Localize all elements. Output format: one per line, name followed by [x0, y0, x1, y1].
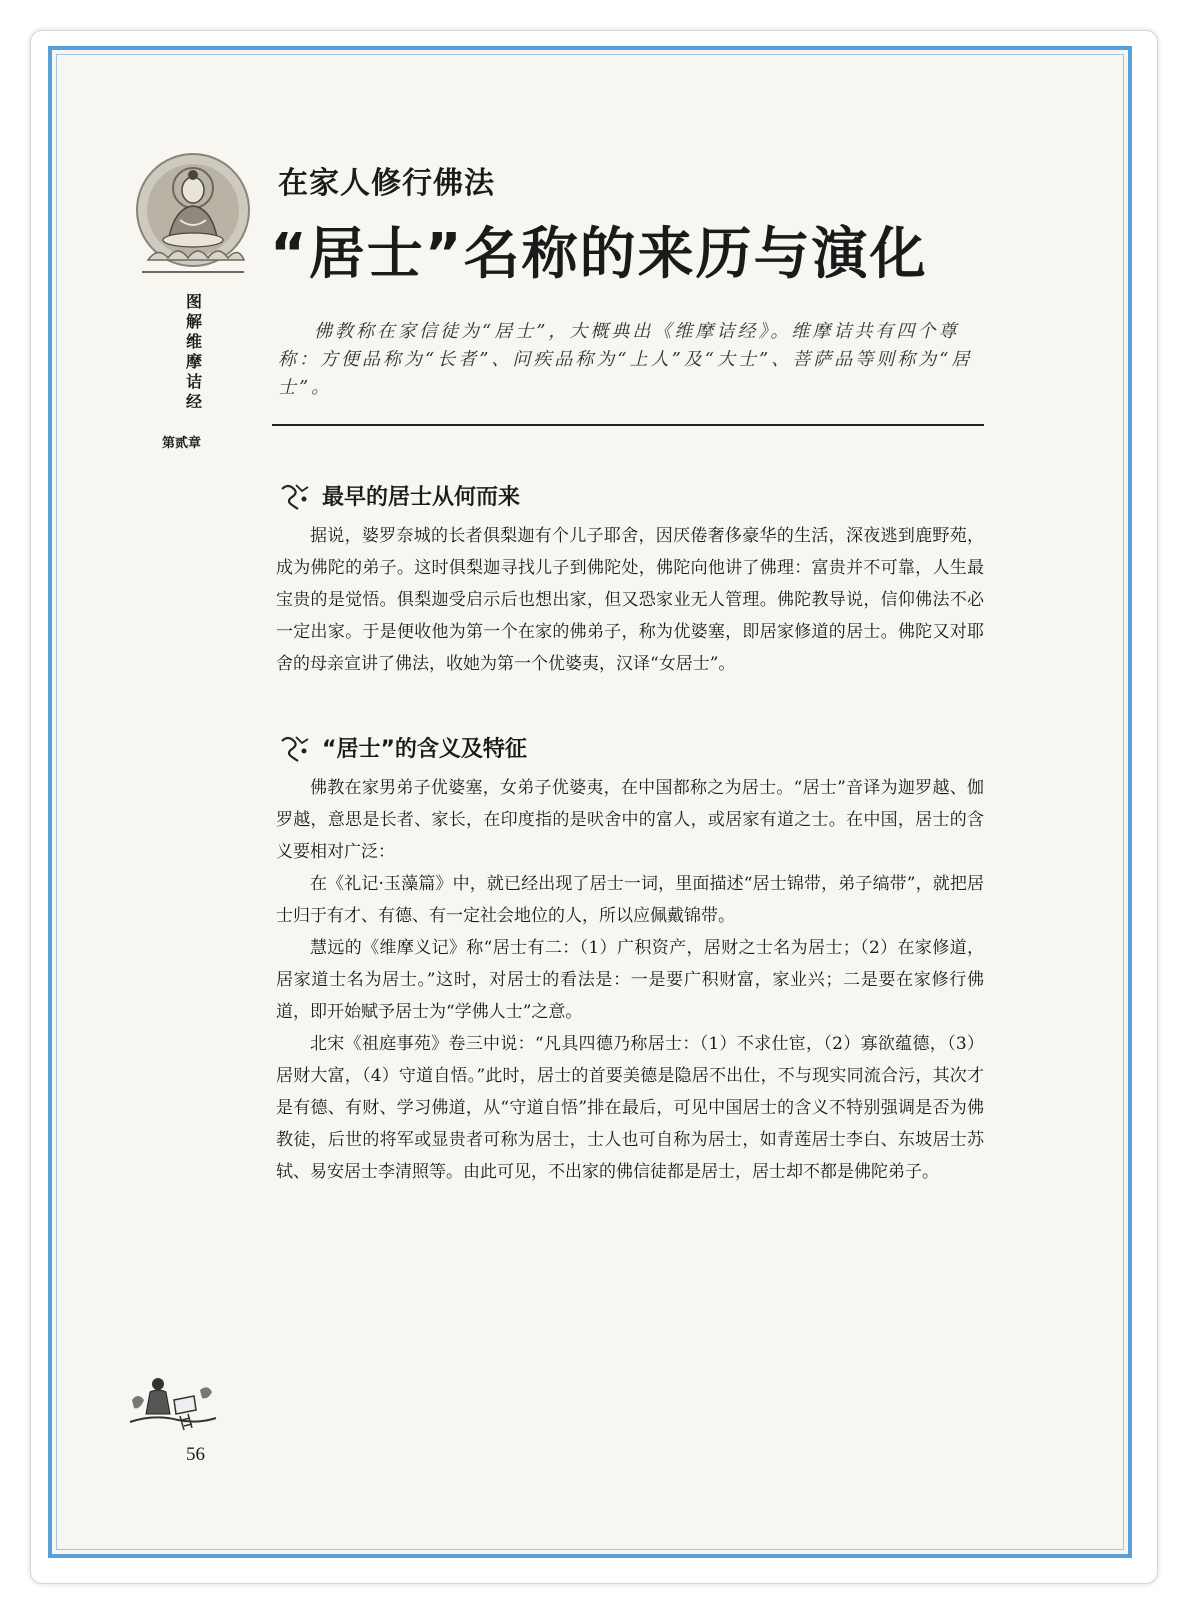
section-heading [278, 732, 527, 763]
lead-divider [272, 424, 984, 426]
body-paragraph: 佛教在家男弟子优婆塞，女弟子优婆夷，在中国都称之为居士。“居士”音译为迦罗越、伽罗越，意思是长者、家长，在印度指的是吠舍中的富人，或居家有道之士。在中国，居士的含义要相对广泛： [276, 778, 984, 862]
page-number: 56 [186, 1444, 205, 1465]
body-paragraph: 慧远的《维摩义记》称“居士有二：（1）广积资产，居财之士名为居士；（2）在家修道，居家道士名为居士。”这时，对居士的看法是：一是要广积财富，家业兴；二是要在家修行佛道，即开始赋予居士为“学佛人士”之意。 [276, 938, 984, 1022]
brush-mark-icon [278, 733, 312, 763]
section-heading-text: 最早的居士从何而来 [322, 485, 521, 510]
body-paragraph: 北宋《祖庭事苑》卷三中说：“凡具四德乃称居士：（1）不求仕宦，（2）寡欲蕴德，（3）居财大富，（4）守道自悟。”此时，居士的首要美德是隐居不出仕，不与现实同流合污，其次才是有德、有财、学习佛道，从“守道自悟”排在最后，可见中国居士的含义不特别强调是否为佛教徒，后世的将军或显贵者可称为居士，士人也可自称为居士，如青莲居士李白、东坡居士苏轼、易安居士李清照等。由此可见，不出家的佛信徒都是居士，居士却不都是佛陀弟子。 [276, 1034, 984, 1182]
section-heading-text: “居士”的含义及特征 [322, 737, 527, 762]
chapter-label: 第贰章 [162, 436, 202, 451]
section-body [276, 772, 984, 1188]
buddha-emblem-icon [134, 150, 252, 280]
section-body [276, 520, 984, 680]
section-heading [278, 480, 520, 511]
scholar-illustration-icon [124, 1370, 220, 1434]
page-kicker: 在家人修行佛法 [278, 166, 495, 201]
body-paragraph: 据说，婆罗奈城的长者俱梨迦有个儿子耶舍，因厌倦奢侈豪华的生活，深夜逃到鹿野苑，成为佛陀的弟子。这时俱梨迦寻找儿子到佛陀处，佛陀向他讲了佛理：富贵并不可靠，人生最宝贵的是觉悟。俱梨迦受启示后也想出家，但又恐家业无人管理。佛陀教导说，信仰佛法不必一定出家。于是便收他为第一个在家的佛弟子，称为优婆塞，即居家修道的居士。佛陀又对耶舍的母亲宣讲了佛法，收她为第一个优婆夷，汉译“女居士”。 [276, 526, 984, 674]
brush-mark-icon [278, 481, 312, 511]
body-paragraph: 在《礼记·玉藻篇》中，就已经出现了居士一词，里面描述“居士锦带，弟子缟带”，就把居士归于有才、有德、有一定社会地位的人，所以应佩戴锦带。 [276, 874, 984, 926]
page-title: “居士”名称的来历与演化 [270, 222, 928, 287]
book-title-vertical: 图解维摩诘经 [185, 292, 202, 411]
lead-paragraph: 佛教称在家信徒为“居士”，大概典出《维摩诘经》。维摩诘共有四个尊称：方便品称为“长者”、问疾品称为“上人”及“大士”、菩萨品等则称为“居士”。 [278, 321, 973, 398]
